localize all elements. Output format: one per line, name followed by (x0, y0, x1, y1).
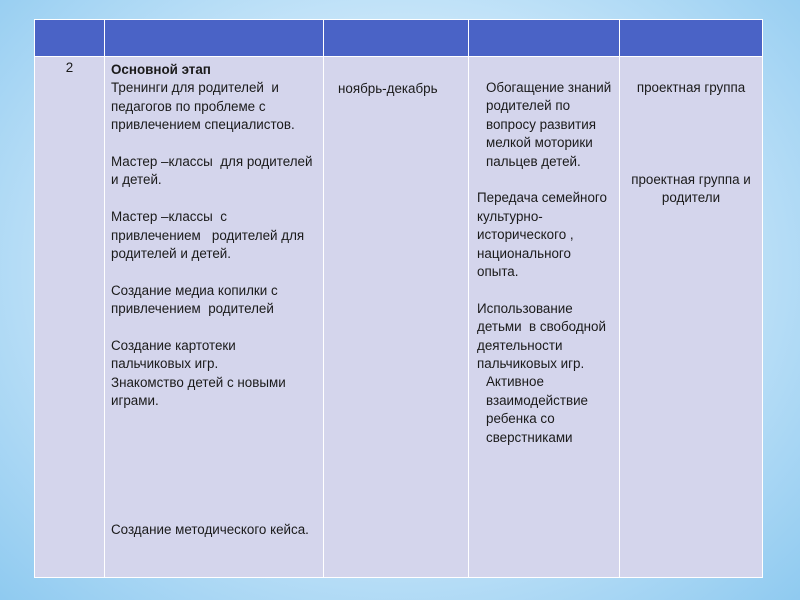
header-cell-dates (324, 20, 469, 57)
result-item: Активное взаимодействие ребенка со сверстниками (486, 374, 592, 445)
responsible-cell (620, 57, 763, 578)
activity-item: Мастер –классы для родителей и детей. (111, 154, 317, 188)
result-item: Использование детьми в свободной деятельности пальчиковых игр. (477, 300, 610, 372)
row-number: 2 (35, 57, 105, 578)
activities-cell (105, 57, 324, 578)
result-item: Обогащение знаний родителей по вопросу развития мелкой моторики пальцев детей. (486, 80, 615, 169)
header-cell-responsible (620, 20, 763, 57)
dates-cell: ноябрь-декабрь (324, 57, 469, 578)
header-cell-activities (105, 20, 324, 57)
activity-item: Создание медиа копилки с привлечением родителей (111, 282, 282, 317)
plan-table (34, 19, 763, 578)
responsible-item: проектная группа (636, 80, 746, 95)
table-row (35, 57, 763, 578)
activity-item: Создание методического кейса. (111, 521, 309, 537)
activity-item: Тренинги для родителей и педагогов по проблеме с привлечением специалистов. (111, 80, 295, 133)
result-item: Передача семейного культурно-исторического , национального опыта. (477, 190, 611, 280)
table-header-row (35, 20, 763, 57)
responsible-item: проектная группа и родители (631, 171, 755, 206)
activity-item: Создание картотеки пальчиковых игр. (111, 338, 240, 372)
header-cell-results (469, 20, 620, 57)
header-cell-number (35, 20, 105, 57)
activity-item: Знакомство детей с новыми играми. (111, 374, 290, 409)
results-cell (469, 57, 620, 578)
activity-item: Мастер –классы с привлечением родителей для родителей и детей. (111, 209, 308, 262)
stage-title: Основной этап (111, 62, 211, 77)
